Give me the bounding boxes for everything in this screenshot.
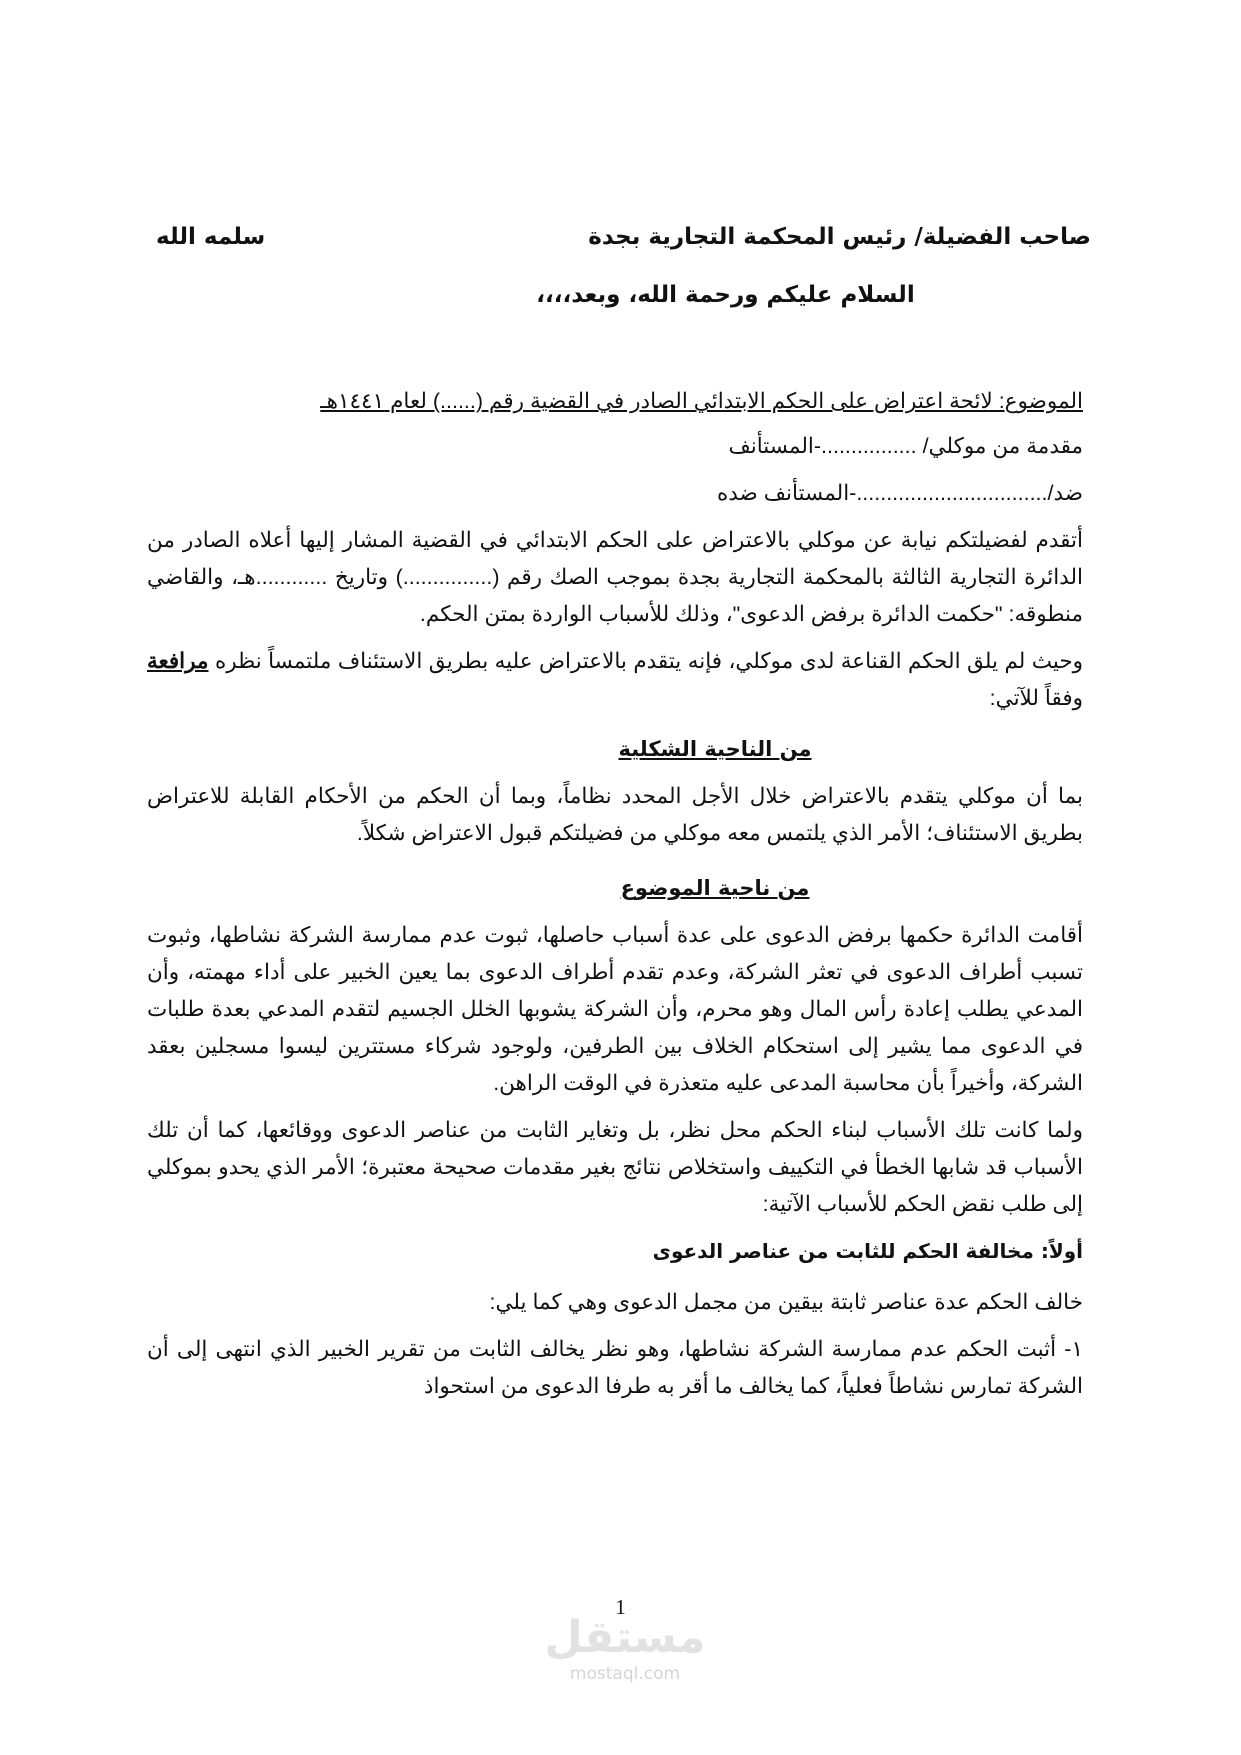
appellant-line: مقدمة من موكلي/ ................-المستأنف: [728, 434, 1083, 458]
first-list-item: ١- أثبت الحكم عدم ممارسة الشركة نشاطها، وهو نظر يخالف الثابت من تقرير الخبير الذي انتهى إلى أن الشركة تمارس نشاطاً فعلياً، كما يخالف ما أقر به طرفا الدعوى من استحواذ: [147, 1337, 1083, 1398]
request-suffix: وفقاً للآتي:: [989, 686, 1083, 710]
watermark-url: mostaql.com: [569, 1664, 681, 1684]
page-number: 1: [615, 1595, 626, 1619]
watermark-logo: مستقل: [544, 1612, 706, 1663]
watermark: [540, 1614, 710, 1684]
appellee-line: ضد/................................-المستأنف ضده: [716, 481, 1083, 505]
merits-paragraph-1: أقامت الدائرة حكمها برفض الدعوى على عدة أسباب حاصلها، ثبوت عدم ممارسة الشركة نشاطها، وثبوت تسبب أطراف الدعوى في تعثر الشركة، وعدم تقدم أطراف الدعوى بما يعين الخبير على أداء مهمته، وأن المدعي يطلب إعادة رأس المال وهو محرم، وأن الشركة يشوبها الخلل الجسيم لتقدم المدعي بعدة طلبات في الدعوى مما يشير إلى استحكام الخلاف بين الطرفين، ولوجود شركاء مستترين ليسوا مسجلين بعقد الشركة، وأخيراً بأن محاسبة المدعى عليه متعذرة في الوقت الراهن.: [147, 923, 1083, 1095]
first-subheading: أولاً: مخالفة الحكم للثابت من عناصر الدعوى: [652, 1239, 1083, 1263]
subject-line: الموضوع: لائحة اعتراض على الحكم الابتدائي الصادر في القضية رقم (......) لعام ١٤٤١هـ: [320, 389, 1083, 413]
first-intro: خالف الحكم عدة عناصر ثابتة بيقين من مجمل الدعوى وهي كما يلي:: [489, 1290, 1083, 1314]
intro-paragraph: أتقدم لفضيلتكم نيابة عن موكلي بالاعتراض على الحكم الابتدائي في القضية المشار إليها أعلاه الصادر من الدائرة التجارية الثالثة بالمحكمة التجارية بجدة بموجب الصك رقم (...............) وتاريخ ............هـ، والقاضي منطوقه: "حكمت الدائرة برفض الدعوى"، وذلك للأسباب الواردة بمتن الحكم.: [147, 528, 1083, 626]
merits-heading: من ناحية الموضوع: [620, 876, 810, 900]
honorific: سلمه الله: [156, 224, 266, 250]
request-paragraph: [147, 643, 1083, 717]
merits-paragraph-2: ولما كانت تلك الأسباب لبناء الحكم محل نظر، بل وتغاير الثابت من عناصر الدعوى ووقائعها، كما أن تلك الأسباب قد شابها الخطأ في التكييف واستخلاص نتائج بغير مقدمات صحيحة معتبرة؛ الأمر الذي يحدو بموكلي إلى طلب نقض الحكم للأسباب الآتية:: [147, 1118, 1083, 1216]
formal-paragraph: بما أن موكلي يتقدم بالاعتراض خلال الأجل المحدد نظاماً، وبما أن الحكم من الأحكام القابلة للاعتراض بطريق الاستئناف؛ الأمر الذي يلتمس معه موكلي من فضيلتكم قبول الاعتراض شكلاً.: [147, 784, 1083, 845]
request-bold-word: مرافعة: [147, 649, 209, 673]
addressee-line: [150, 224, 1091, 264]
request-text: وحيث لم يلق الحكم القناعة لدى موكلي، فإنه يتقدم بالاعتراض عليه بطريق الاستئناف ملتمساً نظره: [214, 649, 1083, 673]
document-body: [147, 383, 1083, 1405]
formal-heading: من الناحية الشكلية: [618, 737, 812, 761]
greeting: السلام عليكم ورحمة الله، وبعد،،،،: [536, 282, 915, 308]
addressee: صاحب الفضيلة/ رئيس المحكمة التجارية بجدة: [588, 224, 1091, 250]
